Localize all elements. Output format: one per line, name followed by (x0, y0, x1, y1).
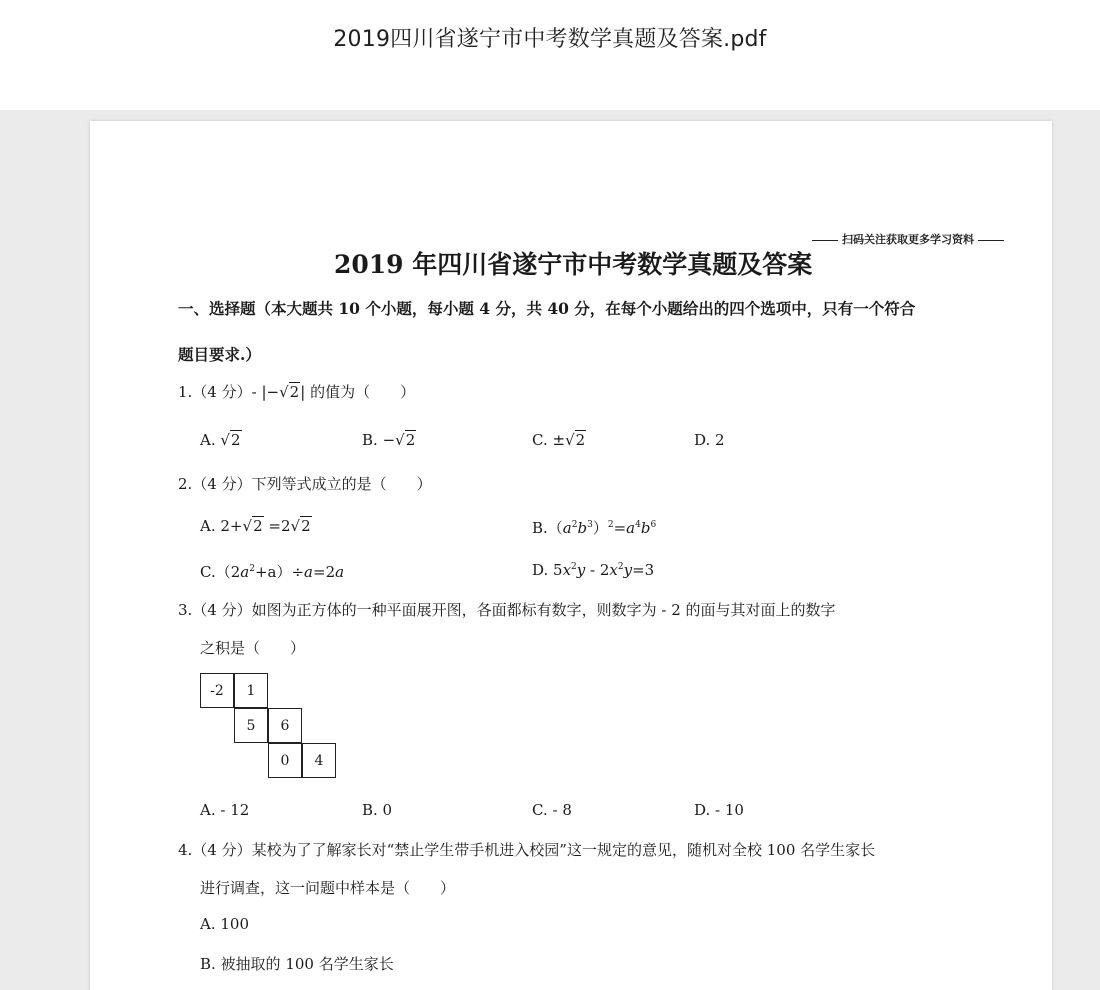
document-heading: 2019 年四川省遂宁市中考数学真题及答案 (334, 250, 813, 279)
cube-net-cell: 0 (268, 743, 302, 778)
page-tagline: 扫码关注获取更多学习资料 (808, 231, 1008, 247)
viewer-header (0, 0, 1100, 110)
question-4-stem-line2: 进行调查，这一问题中样本是（ ） (200, 879, 456, 897)
question-3-option-c: C. - 8 (532, 801, 572, 819)
question-4-stem-line1: 4.（4 分）某校为了了解家长对“禁止学生带手机进入校园”这一规定的意见，随机对全校 100 名学生家长 (178, 841, 876, 859)
section-heading-line2: 题目要求.） (178, 345, 261, 364)
question-3-option-d: D. - 10 (694, 801, 744, 819)
question-1-option-c: C. ±√2 (532, 431, 586, 449)
question-3-stem-line2: 之积是（ ） (200, 639, 306, 657)
cube-net-cell: 1 (234, 673, 268, 708)
cube-net-cell: 5 (234, 708, 268, 743)
cube-net-cell: 6 (268, 708, 302, 743)
question-2-option-c: $C.(2a^2+a)\div a=2a$ (200, 563, 345, 581)
question-3-option-a: A. - 12 (200, 801, 250, 819)
question-2-option-a: A. 2+√2 =2√2 (200, 517, 311, 535)
question-2-option-b: $B.(a^2b^3)^2=a^4b^6$ (532, 519, 657, 537)
pdf-viewer-area[interactable] (0, 110, 1100, 990)
question-1-option-a: A. √2 (200, 431, 241, 449)
question-2-option-d: D. $5x^2y - 2x^2y=3$ (532, 561, 655, 579)
question-2-stem: 2.（4 分）下列等式成立的是（ ） (178, 475, 432, 493)
question-1-stem: 1.（4 分）- |−√2| 的值为（ ） (178, 383, 416, 401)
question-1-option-b: B. −√2 (362, 431, 416, 449)
cube-net-cell: -2 (200, 673, 234, 708)
question-1-option-d: D. 2 (694, 431, 725, 449)
document-file-title: 2019四川省遂宁市中考数学真题及答案.pdf (333, 27, 767, 52)
question-3-option-b: B. 0 (362, 801, 393, 819)
question-3-stem-line1: 3.（4 分）如图为正方体的一种平面展开图，各面都标有数字，则数字为 - 2 的面与其对面上的数字 (178, 601, 836, 619)
question-4-option-b: B. 被抽取的 100 名学生家长 (200, 955, 394, 973)
question-4-option-a: A. 100 (200, 915, 249, 933)
pdf-page (90, 121, 1052, 990)
section-heading-line1: 一、选择题（本大题共 10 个小题，每小题 4 分，共 40 分，在每个小题给出的四个选项中，只有一个符合 (178, 299, 916, 318)
cube-net-cell: 4 (302, 743, 336, 778)
